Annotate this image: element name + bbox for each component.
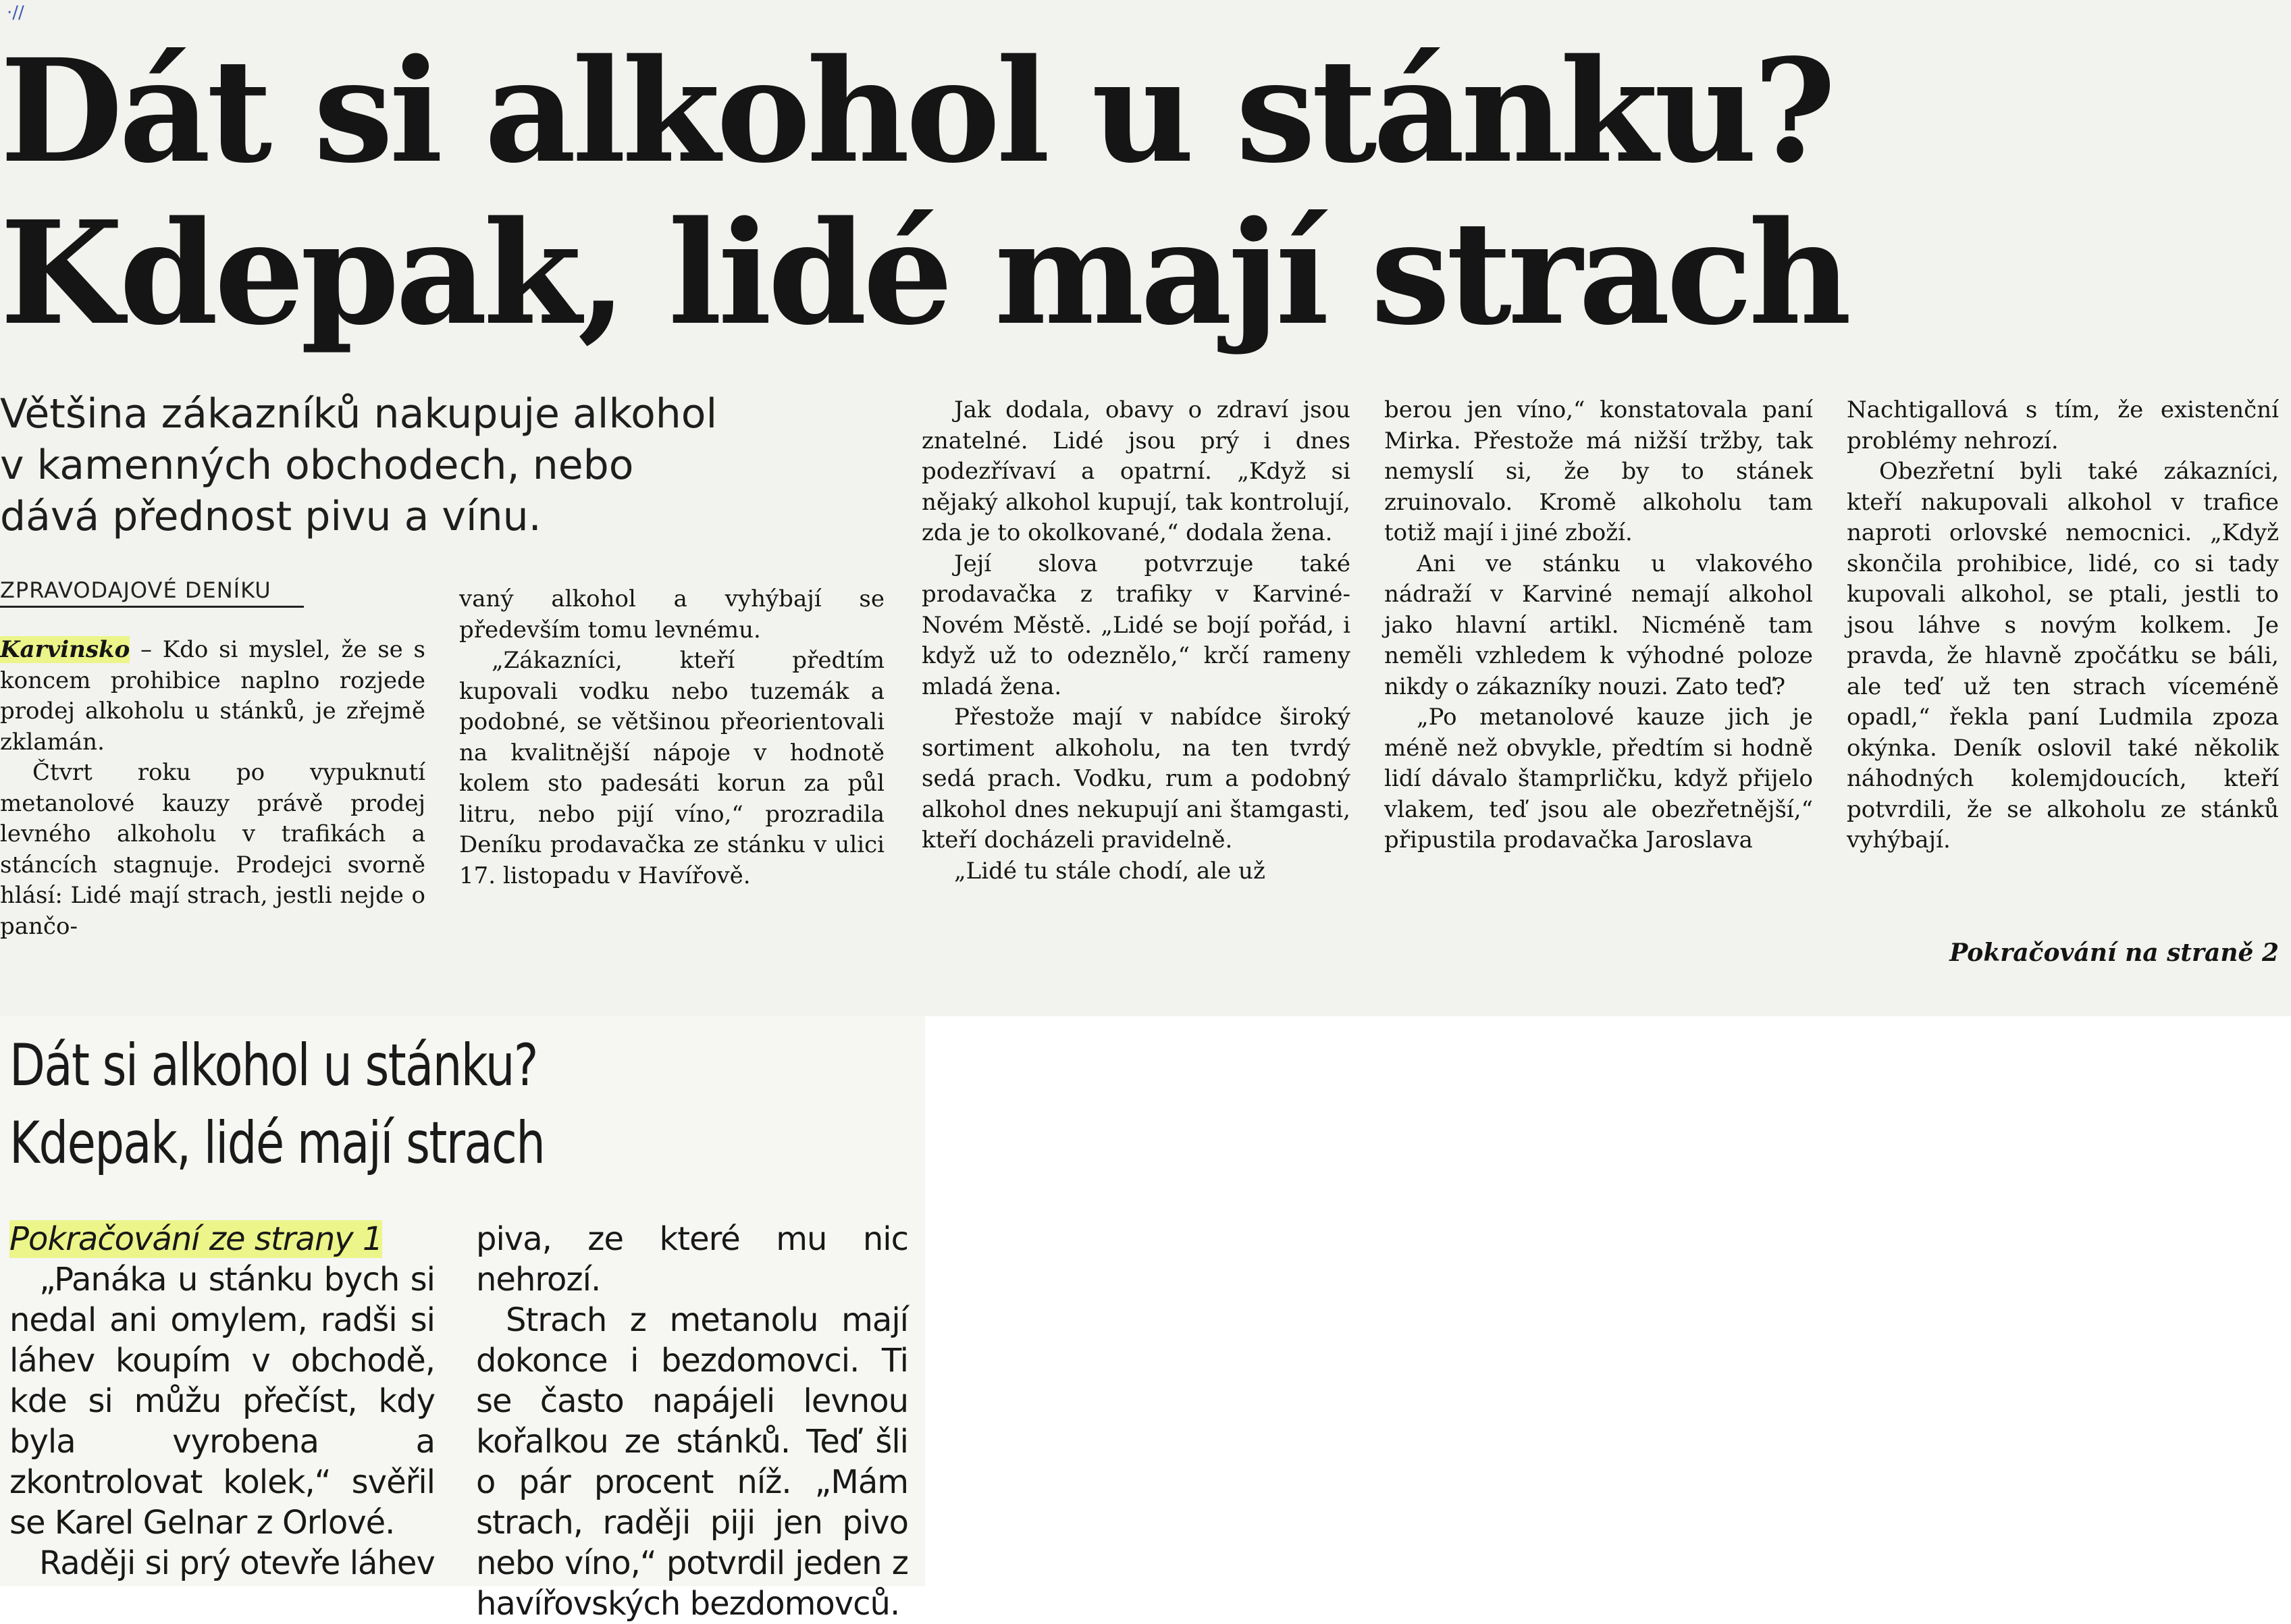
continued-on-page: Pokračování na straně 2 [1949, 939, 2279, 967]
article-column-2: vaný alkohol a vyhýbají se především tomu levnému. „Zákazníci, kteří předtím kupovali vodku nebo tuzemák a podobné, se většinou přeorientovali na kvalitnější nápoje v hodnotě kolem sto padesáti korun za půl litru, nebo pijí víno,“ prozradila Deníku prodavačka ze stánku v ulici 17. listopadu v Havířově. [459, 585, 885, 889]
continuation-column-1: Pokračování ze strany 1 „Panáka u stánku bych si nedal ani omylem, radši si láhev koupím v obchodě, kde si můžu přečíst, kdy byla vyrobena a zkontrolovat kolek,“ svěřil se Karel Gelnar z Orlové. Raději si prý otevře láhev [9, 1220, 435, 1582]
continuation-column-2: piva, ze které mu nic nehrozí. Strach z metanolu mají dokonce i bezdomovci. Ti se často napájeli levnou kořalkou ze stánků. Teď šli o pár procent níž. „Mám strach, raději piji jen pivo nebo víno,“ potvrdil jeden z havířovských bezdomovců. [476, 1220, 908, 1623]
headline-line-2: Kdepak, lidé mají strach [0, 190, 1848, 357]
continuation-headline-line-1: Dát si alkohol u stánku? [9, 1032, 537, 1099]
continuation-headline-line-2: Kdepak, lidé mají strach [9, 1109, 545, 1177]
continued-from: Pokračování ze strany 1 [9, 1220, 383, 1258]
pen-mark: ·// [7, 3, 24, 23]
article-column-1: Karvinsko – Kdo si myslel, že se s koncem prohibice naplno rozjede prodej alkoholu u stánků, je zřejmě zklamán. Čtvrt roku po vypuknutí metanolové kauzy právě prodej levného alkoholu v trafikách a stáncích stagnuje. Prodejci svorně hlásí: Lidé mají strach, jestli nejde o pančo- [0, 636, 425, 940]
article-column-5: Nachtigallová s tím, že existenční problémy nehrozí. Obezřetní byli také zákazníci, kteří nakupovali alkohol v trafice naproti orlovské nemocnici. „Když skončila prohibice, lidé, co si tady kupovali alkohol, se ptali, jestli to jsou láhve s novým kolkem. Je pravda, že hlavně zpočátku se báli, ale teď už ten strach víceméně opadl,“ řekla paní Ludmila zpoza okýnka. Deník oslovil také několik náhodných kolemjdoucích, kteří potvrdili, že se alkoholu ze stánků vyhýbají. [1847, 396, 2279, 854]
headline-line-1: Dát si alkohol u stánku? [0, 28, 1833, 194]
article-column-3: Jak dodala, obavy o zdraví jsou znatelné. Lidé jsou prý i dnes podezřívaví a opatrní. „Když si nějaký alkohol kupují, tak kontrolují, zda je to okolkované,“ dodala žena. Její slova potvrzuje také prodavačka z trafiky v Karviné-Novém Městě. „Lidé se bojí pořád, i když už to odeznělo,“ krčí rameny mladá žena. Přestože mají v nabídce široký sortiment alkoholu, na ten tvrdý sedá prach. Vodku, rum a podobný alkohol dnes nekupují ani štamgasti, kteří docházeli pravidelně. „Lidé tu stále chodí, ale už [922, 396, 1350, 885]
article-column-4: berou jen víno,“ konstatovala paní Mirka. Přestože má nižší tržby, tak nemyslí si, že by to stánek zruinovalo. Kromě alkoholu tam totiž mají i jiné zboží. Ani ve stánku u vlakového nádraží v Karviné nemají alkohol jako hlavní artikl. Nicméně tam neměli vzhledem k výhodné poloze nikdy o zákazníky nouzi. Zato teď? „Po metanolové kauze jich je méně než obvykle, předtím si hodně lidí dávalo štamprličku, když přijelo vlakem, teď jsou ale obezřetnější,“ připustila prodavačka Jaroslava [1384, 396, 1813, 854]
lead-paragraph: Většina zákazníků nakupuje alkohol v kamenných obchodech, nebo dává přednost pivu a vínu. [0, 390, 718, 540]
dateline: Karvinsko [0, 636, 130, 663]
byline: ZPRAVODAJOVÉ DENÍKU [0, 577, 304, 608]
